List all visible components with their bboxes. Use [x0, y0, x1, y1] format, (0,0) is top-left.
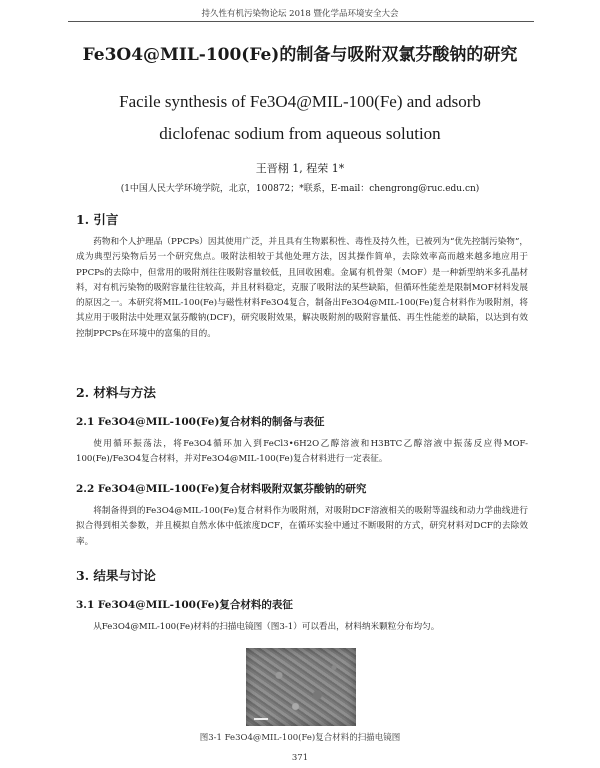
figure-caption: 图3-1 Fe3O4@MIL-100(Fe)复合材料的扫描电镜图: [199, 733, 401, 743]
running-header: 持久性有机污染物论坛 2018 暨化学品环境安全大会: [201, 9, 399, 19]
sem-image: [246, 648, 356, 726]
section-3-1-heading: 3.1 Fe3O4@MIL-100(Fe)复合材料的表征: [76, 599, 293, 611]
section-2-heading: 2. 材料与方法: [76, 385, 156, 400]
title-english-line1: Facile synthesis of Fe3O4@MIL-100(Fe) and adsorb: [119, 92, 481, 111]
authors: 王晋栩 1, 程荣 1*: [255, 162, 345, 175]
header-divider: [68, 21, 534, 22]
section-1-heading: 1. 引言: [76, 212, 119, 227]
section-2-2-heading: 2.2 Fe3O4@MIL-100(Fe)复合材料吸附双氯芬酸钠的研究: [76, 483, 367, 495]
title-chinese: Fe3O4@MIL-100(Fe)的制备与吸附双氯芬酸钠的研究: [82, 45, 518, 65]
affiliation: (1中国人民大学环境学院，北京，100872；*联系，E-mail：chengrong@ruc.edu.cn): [120, 184, 480, 194]
section-2-2-paragraph: 将制备得到的Fe3O4@MIL-100(Fe)复合材料作为吸附剂，对吸附DCF溶液相关的吸附等温线和动力学曲线进行拟合得到相关参数，并且模拟自然水体中低浓度DCF，在循环实验中通过不断吸附的方式，研究材料对DCF的去除效率。: [76, 506, 528, 547]
page-number: 371: [291, 753, 309, 763]
section-3-heading: 3. 结果与讨论: [76, 568, 156, 583]
title-english-line2: diclofenac sodium from aqueous solution: [159, 124, 441, 143]
section-1-paragraph: 药物和个人护理品（PPCPs）因其使用广泛，并且具有生物累积性、毒性及持久性，已被列为“优先控制污染物”，成为典型污染物后另一个研究焦点。吸附法相较于其他处理方法，因其操作简单，去除效率高而越来越多地应用于PPCPs的去除中，但常用的吸附剂往往吸附容量较低，且回收困难。金属有机骨架（MOF）是一种新型纳米多孔晶材料，对有机污染物的吸附容量往往较高，并且材料稳定，克服了吸附法的某些缺陷，但循环性能差是限制MOF材料发展的原因之一。本研究将MIL-100(Fe)与磁性材料Fe3O4复合，制备出Fe3O4@MIL-100(Fe)复合材料作为吸附剂，将其应用于吸附法中处理双氯芬酸钠(DCF)，研究吸附效果，解决吸附剂的吸附容量低、再生性能差的缺陷，以达到有效控制PPCPs在环境中的富集的目的。: [76, 237, 528, 339]
section-2-1-heading: 2.1 Fe3O4@MIL-100(Fe)复合材料的制备与表征: [76, 416, 325, 428]
section-2-1-paragraph: 使用循环振荡法，将Fe3O4循环加入到FeCl3•6H2O乙醇溶液和H3BTC乙醇溶液中振荡反应得MOF-100(Fe)/Fe3O4复合材料，并对Fe3O4@MIL-100(Fe)复合材料进行一定表征。: [76, 439, 528, 465]
scale-bar: [254, 718, 268, 720]
section-3-1-paragraph: 从Fe3O4@MIL-100(Fe)材料的扫描电镜图（图3-1）可以看出，材料纳米颗粒分布均匀。: [93, 622, 440, 632]
